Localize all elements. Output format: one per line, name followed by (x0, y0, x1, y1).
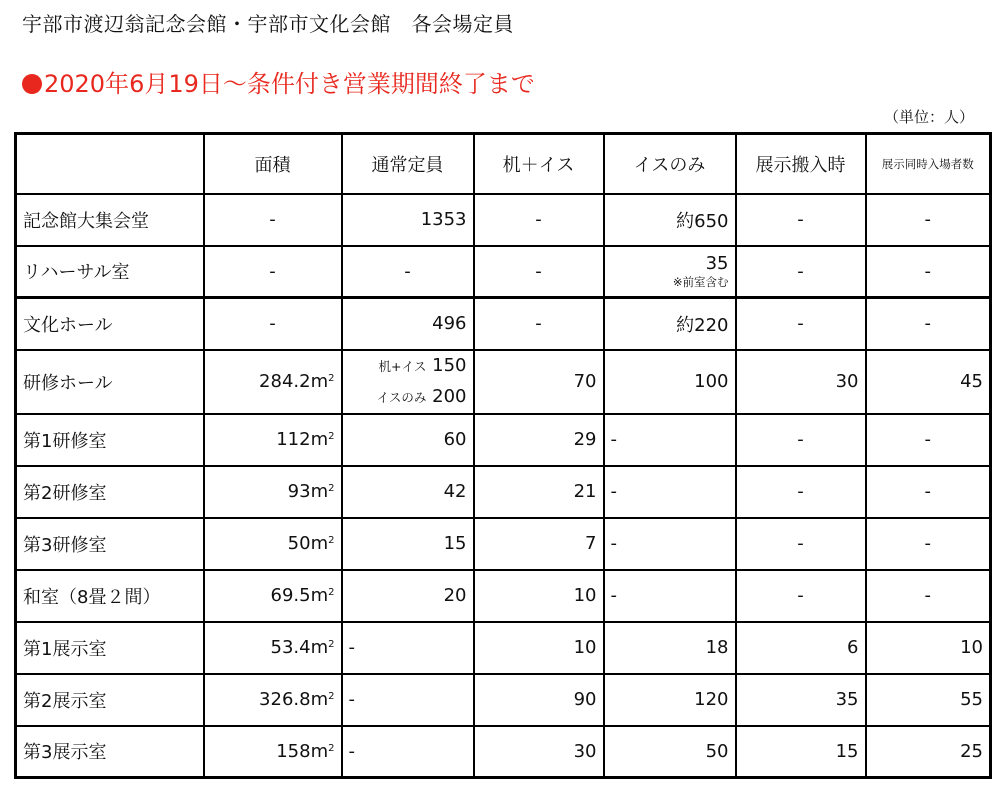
area-value: 284.2 (259, 371, 311, 392)
area-cell: - (204, 194, 342, 246)
exhibit-setup-cell: 30 (736, 350, 866, 414)
area-unit-sup: 2 (328, 742, 335, 754)
area-unit: m (310, 585, 329, 606)
chair-only-cell: 約220 (604, 298, 736, 350)
exhibit-visitors-cell: - (866, 466, 991, 518)
area-unit-sup: 2 (328, 691, 335, 702)
exhibit-visitors-cell: 25 (866, 726, 991, 778)
exhibit-setup-cell: 6 (736, 622, 866, 674)
period-subtitle (22, 64, 535, 99)
exhibit-visitors-cell: 55 (866, 674, 991, 726)
exhibit-setup-cell: - (736, 414, 866, 466)
chair-only-cell (604, 246, 736, 298)
area-value: 112 (276, 429, 311, 450)
normal-capacity-cell: 42 (342, 466, 474, 518)
chair-only-cell: - (604, 414, 736, 466)
exhibit-setup-cell: 15 (736, 726, 866, 778)
header-row (16, 134, 991, 194)
exhibit-visitors-cell: - (866, 414, 991, 466)
header-exhibit-setup: 展示搬入時 (736, 134, 866, 194)
area-value: 69.5 (270, 585, 311, 606)
desk-chair-cell: 7 (474, 518, 604, 570)
area-unit-sup: 2 (328, 587, 335, 598)
normal-capacity-cell: 20 (342, 570, 474, 622)
desk-chair-cell: 30 (474, 726, 604, 778)
exhibit-setup-cell: - (736, 194, 866, 246)
area-cell (204, 726, 342, 778)
exhibit-setup-cell: - (736, 246, 866, 298)
area-unit: m (310, 637, 329, 658)
chair-only-note: ※前室含む (672, 275, 729, 290)
table-row (16, 726, 991, 778)
desk-chair-cell: 21 (474, 466, 604, 518)
exhibit-visitors-cell: - (866, 298, 991, 350)
area-unit-sup: 2 (328, 535, 335, 546)
table-row (16, 674, 991, 726)
exhibit-setup-cell: - (736, 466, 866, 518)
area-cell (204, 570, 342, 622)
table-row (16, 518, 991, 570)
desk-chair-cell: - (474, 246, 604, 298)
line-label: 机+イス (378, 358, 427, 374)
table-row (16, 298, 991, 350)
normal-capacity-cell (342, 350, 474, 414)
exhibit-setup-cell: - (736, 298, 866, 350)
line-label: イスのみ (376, 389, 427, 405)
area-value: 53.4 (270, 637, 311, 658)
venue-name: リハーサル室 (16, 246, 204, 298)
table-row (16, 466, 991, 518)
chair-only-cell: - (604, 518, 736, 570)
venue-name: 第2研修室 (16, 466, 204, 518)
area-cell: - (204, 298, 342, 350)
chair-only-cell: 約650 (604, 194, 736, 246)
header-chair-only: イスのみ (604, 134, 736, 194)
exhibit-setup-cell: 35 (736, 674, 866, 726)
chair-only-cell: 100 (604, 350, 736, 414)
desk-chair-cell: 10 (474, 570, 604, 622)
area-cell (204, 674, 342, 726)
chair-only-cell: 120 (604, 674, 736, 726)
exhibit-setup-cell: - (736, 518, 866, 570)
venue-name: 第3研修室 (16, 518, 204, 570)
area-unit: m (310, 481, 329, 502)
desk-chair-cell: 90 (474, 674, 604, 726)
normal-capacity-cell: 496 (342, 298, 474, 350)
red-bullet-icon (22, 74, 42, 94)
area-cell (204, 622, 342, 674)
venue-name: 和室（8畳２間） (16, 570, 204, 622)
area-cell (204, 466, 342, 518)
header-venue (16, 134, 204, 194)
exhibit-visitors-cell: 10 (866, 622, 991, 674)
exhibit-visitors-cell: - (866, 246, 991, 298)
normal-capacity-line (349, 382, 467, 413)
venue-name: 第1研修室 (16, 414, 204, 466)
line-value: 200 (432, 385, 467, 407)
table-row (16, 246, 991, 298)
area-unit-sup: 2 (328, 639, 335, 650)
exhibit-visitors-cell: - (866, 570, 991, 622)
chair-only-value: 35 (705, 253, 729, 275)
chair-only-cell: - (604, 570, 736, 622)
area-unit: m (310, 689, 329, 710)
header-desk-chair: 机＋イス (474, 134, 604, 194)
area-cell (204, 414, 342, 466)
normal-capacity-cell: 60 (342, 414, 474, 466)
area-value: 93 (287, 481, 311, 502)
normal-capacity-cell: - (342, 622, 474, 674)
desk-chair-cell: 70 (474, 350, 604, 414)
chair-only-cell: 50 (604, 726, 736, 778)
header-area: 面積 (204, 134, 342, 194)
area-value: 50 (287, 533, 311, 554)
area-unit: m (310, 429, 329, 450)
period-text: 2020年6月19日～条件付き営業期間終了まで (44, 70, 535, 98)
normal-capacity-cell: 15 (342, 518, 474, 570)
normal-capacity-cell: - (342, 726, 474, 778)
desk-chair-cell: 29 (474, 414, 604, 466)
exhibit-visitors-cell: - (866, 518, 991, 570)
area-unit: m (310, 740, 329, 762)
unit-label: （単位：人） (883, 108, 974, 126)
chair-only-cell: - (604, 466, 736, 518)
table-row (16, 622, 991, 674)
table-row (16, 570, 991, 622)
desk-chair-cell: - (474, 298, 604, 350)
normal-capacity-cell: - (342, 674, 474, 726)
desk-chair-cell: 10 (474, 622, 604, 674)
venue-name: 文化ホール (16, 298, 204, 350)
area-unit-sup: 2 (328, 431, 335, 442)
exhibit-setup-cell: - (736, 570, 866, 622)
table-row (16, 194, 991, 246)
area-unit-sup: 2 (328, 373, 335, 384)
table-row (16, 414, 991, 466)
page-title: 宇部市渡辺翁記念会館・宇部市文化会館 各会場定員 (22, 12, 514, 36)
line-value: 150 (432, 354, 467, 376)
area-unit: m (310, 371, 329, 392)
venue-name: 第2展示室 (16, 674, 204, 726)
area-unit-sup: 2 (328, 483, 335, 494)
area-value: 326.8 (259, 689, 311, 710)
normal-capacity-cell: 1353 (342, 194, 474, 246)
table-row (16, 350, 991, 414)
venue-name: 研修ホール (16, 350, 204, 414)
venue-name: 第1展示室 (16, 622, 204, 674)
normal-capacity-cell: - (342, 246, 474, 298)
normal-capacity-line (349, 351, 467, 382)
area-cell: - (204, 246, 342, 298)
header-normal-capacity: 通常定員 (342, 134, 474, 194)
venue-name: 記念館大集会堂 (16, 194, 204, 246)
desk-chair-cell: - (474, 194, 604, 246)
area-cell (204, 518, 342, 570)
header-exhibit-visitors: 展示同時入場者数 (866, 134, 991, 194)
capacity-table (14, 132, 992, 779)
area-unit: m (310, 533, 329, 554)
area-value: 158 (276, 740, 311, 762)
exhibit-visitors-cell: - (866, 194, 991, 246)
venue-name: 第3展示室 (16, 726, 204, 778)
area-cell (204, 350, 342, 414)
exhibit-visitors-cell: 45 (866, 350, 991, 414)
chair-only-cell: 18 (604, 622, 736, 674)
